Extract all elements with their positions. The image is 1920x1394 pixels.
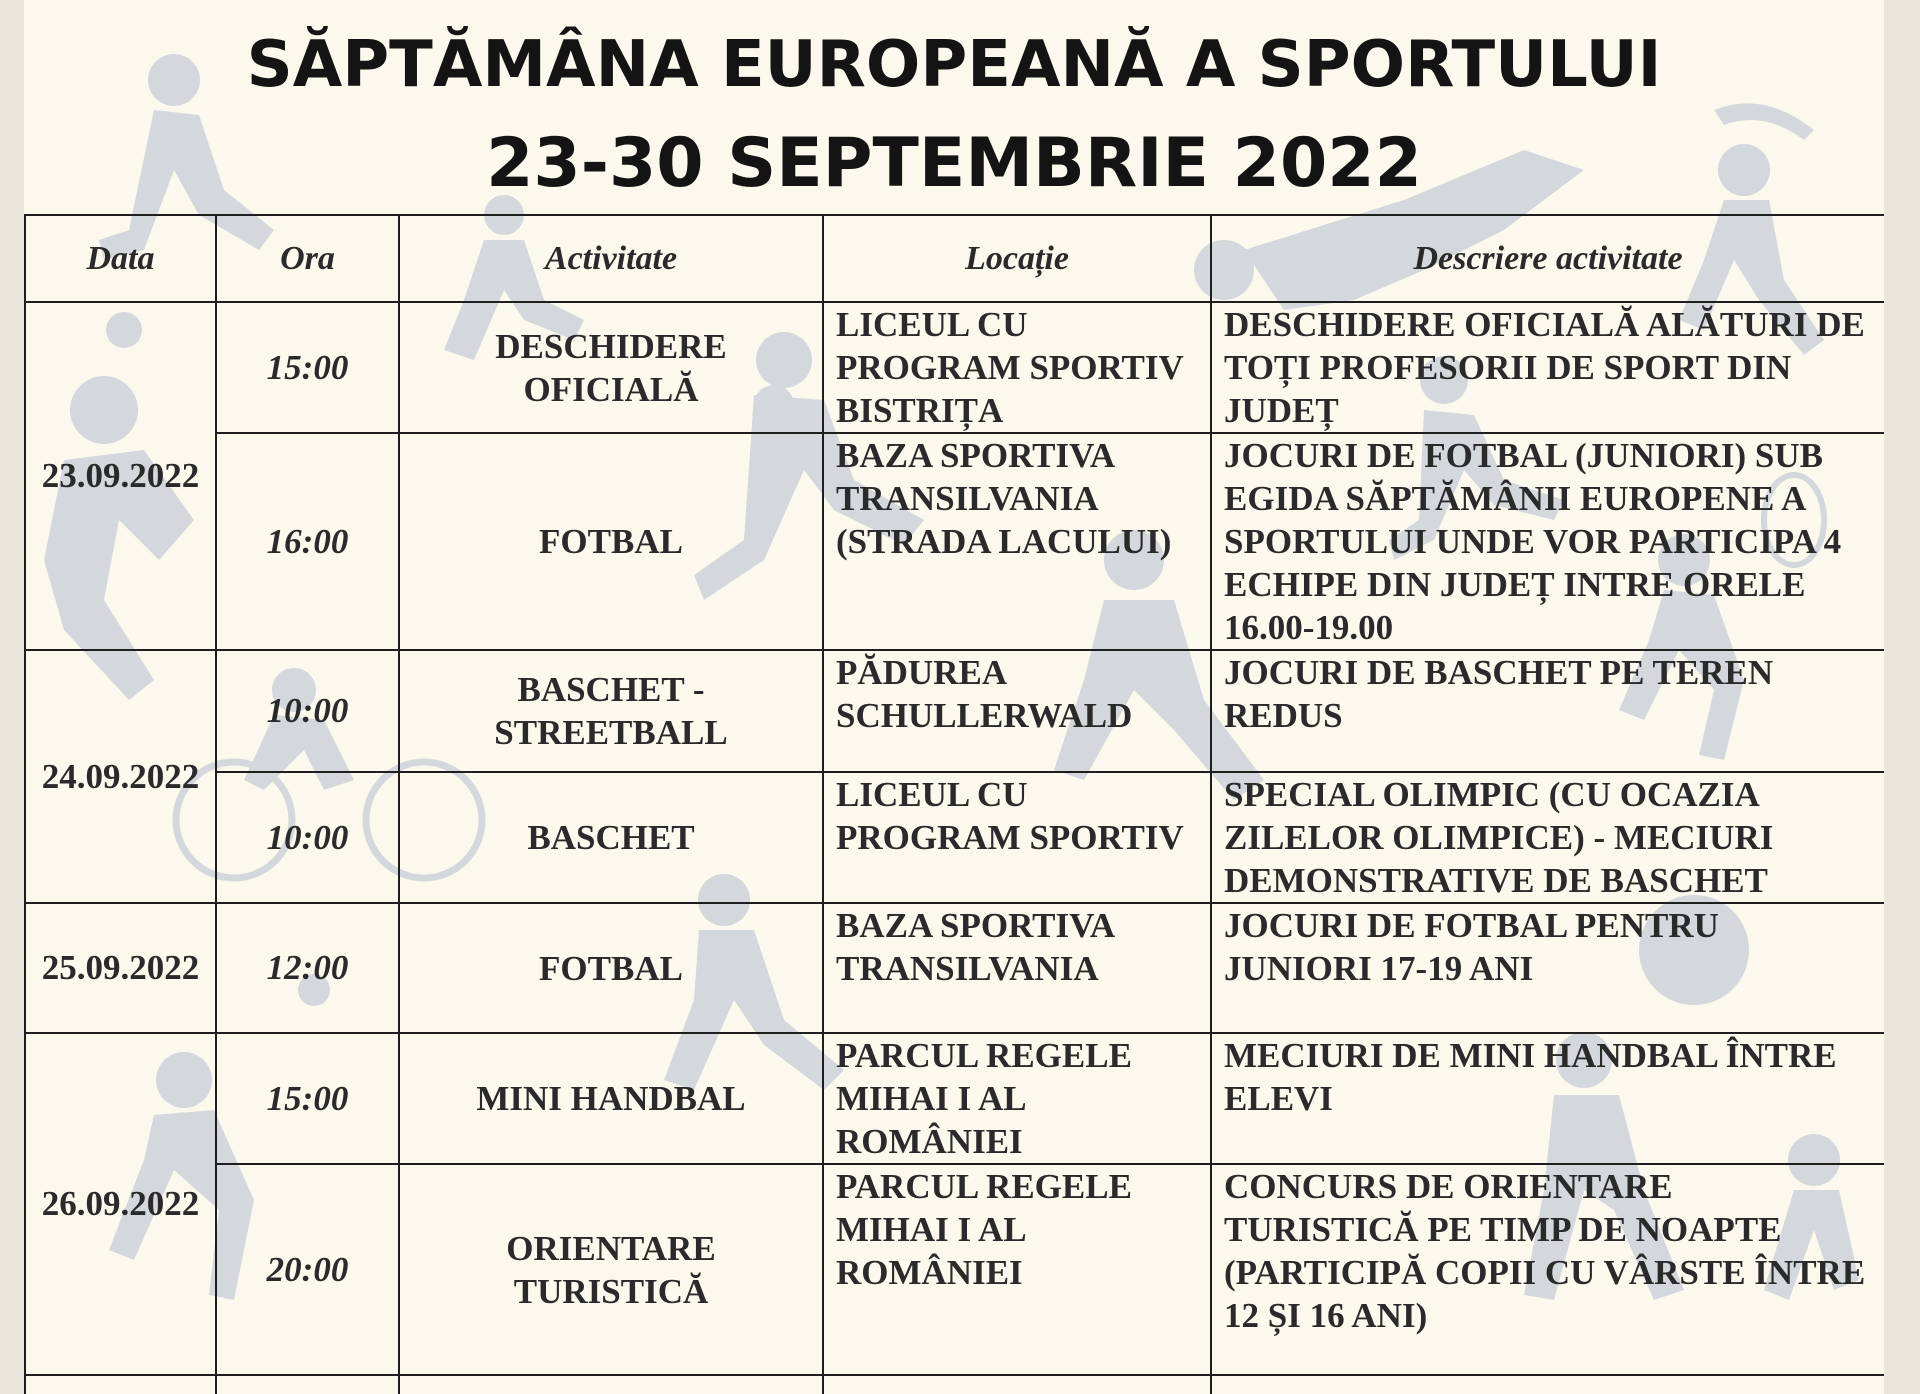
location-cell: PĂDUREA SCHULLERWALD [823,650,1211,772]
date-cell: 26.09.2022 [25,1033,216,1375]
table-row [25,433,1884,650]
column-header-location: Locație [823,215,1211,302]
table-row [25,1164,1884,1375]
date-cell: 23.09.2022 [25,302,216,650]
column-header-activity: Activitate [399,215,823,302]
location-cell: LICEUL CU PROGRAM SPORTIV BISTRIȚA [823,302,1211,433]
description-cell: MECIURI DE MINI HANDBAL ÎNTRE ELEVI [1211,1033,1884,1164]
location-cell: LICEUL CU PROGRAM SPORTIV [823,772,1211,903]
description-cell: CONCURS DE ORIENTARE TURISTICĂ PE TIMP DE NOAPTE (PARTICIPĂ COPII CU VÂRSTE ÎNTRE 12 ȘI 16 ANI) [1211,1164,1884,1375]
description-cell: JOCURI DE FOTBAL PENTRU JUNIORI 17-19 ANI [1211,903,1884,1033]
activity-cell: BASCHET [399,772,823,903]
location-cell: BAZA SPORTIVA TRANSILVANIA [823,903,1211,1033]
column-header-description: Descriere activitate [1211,215,1884,302]
date-cell: 24.09.2022 [25,650,216,903]
table-row [25,1033,1884,1164]
time-cell: 20:00 [216,1164,399,1375]
activity-cell: BASCHET - STREETBALL [399,650,823,772]
description-cell: JOCURI DE FOTBAL (JUNIORI) SUB EGIDA SĂPTĂMÂNII EUROPENE A SPORTULUI UNDE VOR PARTICIPA 4 ECHIPE DIN JUDEȚ INTRE ORELE 16.00-19.00 [1211,433,1884,650]
activity-cell: FOTBAL [399,903,823,1033]
activity-cell: ORIENTARE TURISTICĂ [399,1164,823,1375]
time-cell: 10:00 [216,772,399,903]
location-cell: BAZA SPORTIVA TRANSILVANIA (STRADA LACULUI) [823,433,1211,650]
table-header-row [25,215,1884,302]
location-cell: PARCUL REGELE MIHAI I AL ROMÂNIEI [823,1164,1211,1375]
date-cell: 25.09.2022 [25,903,216,1033]
poster-title: SĂPTĂMÂNA EUROPEANĂ A SPORTULUI [246,28,1662,102]
activity-cell: DESCHIDERE OFICIALĂ [399,302,823,433]
column-header-time: Ora [216,215,399,302]
poster [24,0,1884,1394]
activity-cell: MINI HANDBAL [399,1033,823,1164]
table-row [25,302,1884,433]
poster-subtitle-dates: 23-30 SEPTEMBRIE 2022 [486,124,1422,203]
time-cell: 15:00 [216,1033,399,1164]
time-cell: 12:00 [216,903,399,1033]
schedule-table [24,214,1884,1394]
activity-cell: FOTBAL [399,433,823,650]
time-cell: 10:00 [216,650,399,772]
column-header-date: Data [25,215,216,302]
table-row [25,903,1884,1033]
time-cell: 16:00 [216,433,399,650]
table-row [25,650,1884,772]
description-cell: DESCHIDERE OFICIALĂ ALĂTURI DE TOȚI PROFESORII DE SPORT DIN JUDEȚ [1211,302,1884,433]
table-row [25,772,1884,903]
location-cell: PARCUL REGELE MIHAI I AL ROMÂNIEI [823,1033,1211,1164]
table-footer-spacer [25,1375,1884,1394]
time-cell: 15:00 [216,302,399,433]
description-cell: SPECIAL OLIMPIC (CU OCAZIA ZILELOR OLIMPICE) - MECIURI DEMONSTRATIVE DE BASCHET [1211,772,1884,903]
description-cell: JOCURI DE BASCHET PE TEREN REDUS [1211,650,1884,772]
